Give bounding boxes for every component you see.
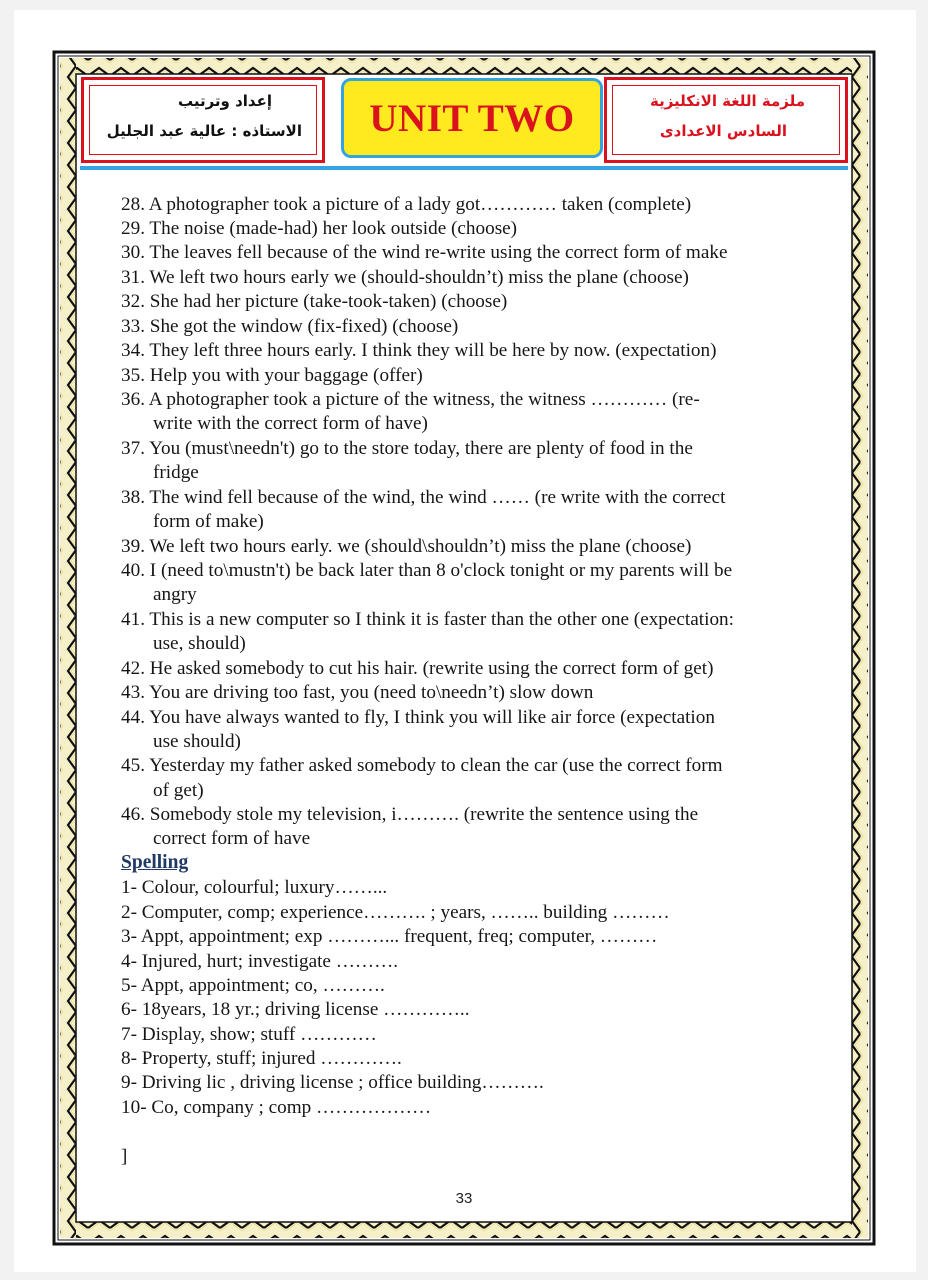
spelling-item-3: 3- Appt, appointment; exp ………... frequent, freq; computer, ……… <box>121 926 658 947</box>
subject-line-1: ملزمة اللغة الانكليزية <box>649 92 805 110</box>
spelling-item-7: 7- Display, show; stuff ………… <box>121 1024 377 1045</box>
question-44: 44. You have always wanted to fly, I think you will like air force (expectation <box>121 707 715 728</box>
question-34: 34. They left three hours early. I think they will be here by now. (expectation) <box>121 340 717 361</box>
question-38: 38. The wind fell because of the wind, the wind …… (re write with the correct <box>121 487 726 508</box>
spelling-heading: Spelling <box>121 852 189 873</box>
page-number: 33 <box>455 1190 473 1207</box>
spelling-item-9: 9- Driving lic , driving license ; office building………. <box>121 1072 544 1093</box>
author-line-2: الاستاذه : عالية عبد الجليل <box>106 122 302 140</box>
question-41: 41. This is a new computer so I think it is faster than the other one (expectation: <box>121 609 734 630</box>
subject-box <box>604 77 848 163</box>
question-45-cont: of get) <box>153 780 204 801</box>
question-32: 32. She had her picture (take-took-taken) (choose) <box>121 291 508 312</box>
question-37: 37. You (must\needn't) go to the store today, there are plenty of food in the <box>121 438 693 459</box>
spelling-item-4: 4- Injured, hurt; investigate ………. <box>121 951 399 972</box>
question-46: 46. Somebody stole my television, i………. (rewrite the sentence using the <box>121 804 699 825</box>
question-36-cont: write with the correct form of have) <box>153 413 428 434</box>
question-31: 31. We left two hours early we (should-shouldn’t) miss the plane (choose) <box>121 267 689 288</box>
question-29: 29. The noise (made-had) her look outside (choose) <box>121 218 518 239</box>
question-36: 36. A photographer took a picture of the witness, the witness ………… (re- <box>121 389 700 410</box>
question-35: 35. Help you with your baggage (offer) <box>121 365 423 386</box>
spelling-item-1: 1- Colour, colourful; luxury……... <box>121 877 388 898</box>
spelling-item-10: 10- Co, company ; comp ……………… <box>121 1097 432 1118</box>
subject-line-2: السادس الاعدادى <box>659 122 787 140</box>
question-33: 33. She got the window (fix-fixed) (choose) <box>121 316 459 337</box>
question-42: 42. He asked somebody to cut his hair. (rewrite using the correct form of get) <box>121 658 714 679</box>
spelling-item-2: 2- Computer, comp; experience………. ; years, …….. building ……… <box>121 902 670 923</box>
author-box <box>81 77 325 163</box>
question-44-cont: use should) <box>153 731 241 752</box>
question-46-cont: correct form of have <box>153 828 311 849</box>
question-45: 45. Yesterday my father asked somebody to clean the car (use the correct form <box>121 755 723 776</box>
spelling-item-6: 6- 18years, 18 yr.; driving license ………….. <box>121 999 470 1020</box>
header-divider <box>80 166 848 170</box>
author-line-1: إعداد وترتيب <box>177 92 272 110</box>
unit-title-box <box>341 78 603 158</box>
question-28: 28. A photographer took a picture of a lady got………… taken (complete) <box>121 194 692 215</box>
question-40: 40. I (need to\mustn't) be back later than 8 o'clock tonight or my parents will be <box>121 560 733 581</box>
question-43: 43. You are driving too fast, you (need to\needn’t) slow down <box>121 682 594 703</box>
closing-bracket: ] <box>121 1146 128 1167</box>
question-37-cont: fridge <box>153 462 199 483</box>
question-39: 39. We left two hours early. we (should\shouldn’t) miss the plane (choose) <box>121 536 692 557</box>
question-41-cont: use, should) <box>153 633 246 654</box>
question-30: 30. The leaves fell because of the wind re-write using the correct form of make <box>121 242 728 263</box>
spelling-item-5: 5- Appt, appointment; co, ………. <box>121 975 385 996</box>
question-38-cont: form of make) <box>153 511 264 532</box>
unit-title: UNIT TWO <box>369 96 575 140</box>
spelling-item-8: 8- Property, stuff; injured …………. <box>121 1048 402 1069</box>
question-40-cont: angry <box>153 584 197 605</box>
